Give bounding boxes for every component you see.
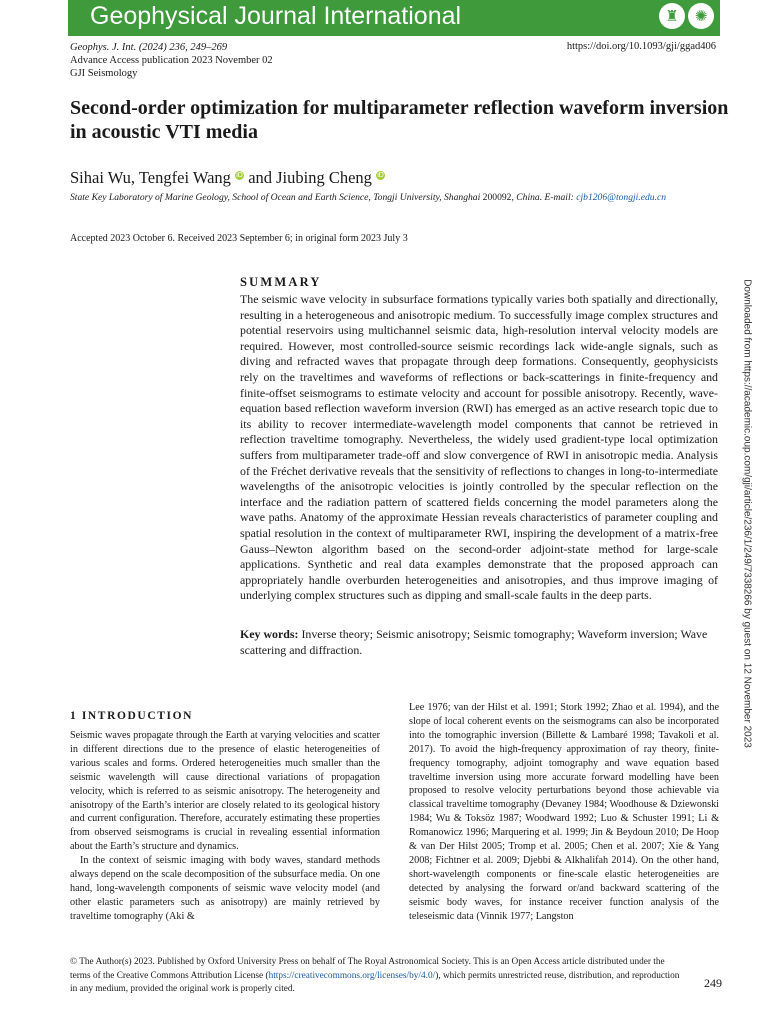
author-email-link[interactable]: cjb1206@tongji.edu.cn <box>576 192 667 203</box>
doi-link[interactable]: https://doi.org/10.1093/gji/ggad406 <box>566 41 716 52</box>
article-dates: Accepted 2023 October 6. Received 2023 September 6; in original form 2023 July 3 <box>70 233 408 244</box>
section-heading-introduction: 1 INTRODUCTION <box>70 710 194 722</box>
orcid-icon[interactable]: iD <box>377 171 384 179</box>
intro-paragraph: Seismic waves propagate through the Earth at varying velocities and scatter in different directions due to the presence of elastic heterogeneities of various scales and forms. Ordered heterogeneities much smaller than the seismic wavelength will cause directional variations of propagation velocity, which is referred to as seismic anisotropy. The heterogeneity and anisotropy of the Earth’s interior are closely related to its geological history and current configuration. Therefore, accurately estimating these properties from observed seismograms is crucial in revealing essential information about the Earth’s structure and dynamics. <box>70 730 380 853</box>
journal-name: Geophysical Journal International <box>90 2 462 30</box>
journal-section: GJI Seismology <box>70 68 138 79</box>
intro-left-column <box>70 729 380 924</box>
orcid-icon[interactable]: iD <box>236 171 243 179</box>
page-number: 249 <box>704 976 722 990</box>
keywords-label: Key words: <box>240 627 299 641</box>
keywords <box>240 627 718 658</box>
affiliation: State Key Laboratory of Marine Geology, School of Ocean and Earth Science, Tongji University, Shanghai 200092, China. E-mail: cjb1206@tongji.edu.cn <box>70 192 667 203</box>
author-name[interactable]: Sihai Wu <box>70 168 131 187</box>
citation-block <box>70 41 273 80</box>
author-name[interactable]: Jiubing Cheng <box>276 168 372 187</box>
society-logos <box>659 3 714 29</box>
intro-paragraph: In the context of seismic imaging with body waves, standard methods always depend on the scale decomposition of the subsurface media. On one hand, long-wavelength components of seismic wave velocity model (and other elastic parameters such as anisotropy) are mainly retrieved by traveltime tomography (Aki & <box>70 855 380 922</box>
download-note: Downloaded from https://academic.oup.com/gji/article/236/1/249/7338266 by guest on 12 November 2023 <box>741 279 753 748</box>
society-emblem-icon: ✺ <box>688 3 714 29</box>
advance-access: Advance Access publication 2023 November 02 <box>70 55 273 66</box>
author-conjunction: and <box>248 168 273 187</box>
summary-heading: SUMMARY <box>240 275 322 289</box>
license-footer: © The Author(s) 2023. Published by Oxford University Press on behalf of The Royal Astronomical Society. This is an Open Access article distributed under the terms of the Creative Commons Attribution License (https://creativecommons.org/licenses/by/4.0/), which permits unrestricted reuse, distribution, and reproduction in any medium, provided the original work is properly cited. <box>70 957 680 994</box>
license-link[interactable]: https://creativecommons.org/licenses/by/4.0/ <box>268 970 436 981</box>
article-title: Second-order optimization for multiparameter reflection waveform inversion in acoustic VTI media <box>70 97 729 143</box>
keywords-list: Inverse theory; Seismic anisotropy; Seismic tomography; Waveform inversion; Wave scattering and diffraction. <box>240 627 708 657</box>
society-crest-icon: ♜ <box>659 3 685 29</box>
summary-text: The seismic wave velocity in subsurface formations typically varies both spatially and directionally, resulting in a heterogeneous and anisotropic medium. To successfully image complex structures and potential reservoirs using multichannel seismic data, high-resolution interval velocity models are required. However, most controlled-source seismic recordings lack wide-angle signals, such as diving and refracted waves that propagate through deep formations. Consequently, geophysicists rely on the traveltimes and waveforms of reflections or back-scatterings in finite-frequency and finite-offset seismograms to estimate velocity and account for possible anisotropy. Recently, wave-equation based reflection waveform inversion (RWI) has emerged as an active research topic due to its ability to recover intermediate-wavelength model components that cannot be retrieved in reflection traveltime tomography. Nevertheless, the widely used gradient-type local optimization suffers from multiparameter trade-off and slow convergence of RWI in anisotropic media. Analysis of the Fréchet derivative reveals that the sensitivity of reflections to changes in long-to-intermediate wavelengths of the anisotropic velocities is jointly controlled by the specular reflection on the interface and the radiation pattern of scattered fields concerning the model parameters along the wave paths. Anatomy of the approximate Hessian reveals characteristics of parameter coupling and spatial resolution in the context of multiparameter RWI, inspiring the development of a matrix-free Gauss–Newton algorithm based on the second-order adjoint-state method for large-scale applications. Synthetic and real data examples demonstrate that the proposed approach can appropriately handle overburden heterogeneities and anisotropies, and thus improve imaging of underlying complex structures such as dipping and small-scale faults in the deep parts. <box>240 292 718 603</box>
citation: Geophys. J. Int. (2024) 236, 249–269 <box>70 42 228 53</box>
author-list: Sihai Wu, Tengfei Wang iD and Jiubing Cheng iD <box>70 168 384 187</box>
author-name[interactable]: Tengfei Wang <box>138 168 231 187</box>
journal-banner <box>68 0 720 36</box>
intro-right-column: Lee 1976; van der Hilst et al. 1991; Stork 1992; Zhao et al. 1994), and the slope of local coherent events on the seismograms can also be incorporated into the tomographic inversion (Billette & Lambaré 1998; Tavakoli et al. 2017). To avoid the high-frequency approximation of ray theory, finite-frequency tomography, adjoint tomography and wave equation based traveltime inversion using more accurate forward modelling have been proposed to resolve velocity perturbations beyond those achievable via classical traveltime tomography (Devaney 1984; Woodhouse & Dziewonski 1984; Wu & Toksöz 1987; Woodward 1992; Luo & Schuster 1991; Li & Romanowicz 1996; Marquering et al. 1999; Jin & Beydoun 2010; De Hoop & van Der Hilst 2005; Tromp et al. 2005; Chen et al. 2007; Xie & Yang 2008; Fichtner et al. 2009; Djebbi & Alkhalifah 2014). On the other hand, short-wavelength components or fine-scale elastic heterogeneities are detected by analysing the forward or/and backward scattering of the seismic body waves, for instance receiver function analysis of the teleseismic data (Vinnik 1977; Langston <box>409 702 719 922</box>
